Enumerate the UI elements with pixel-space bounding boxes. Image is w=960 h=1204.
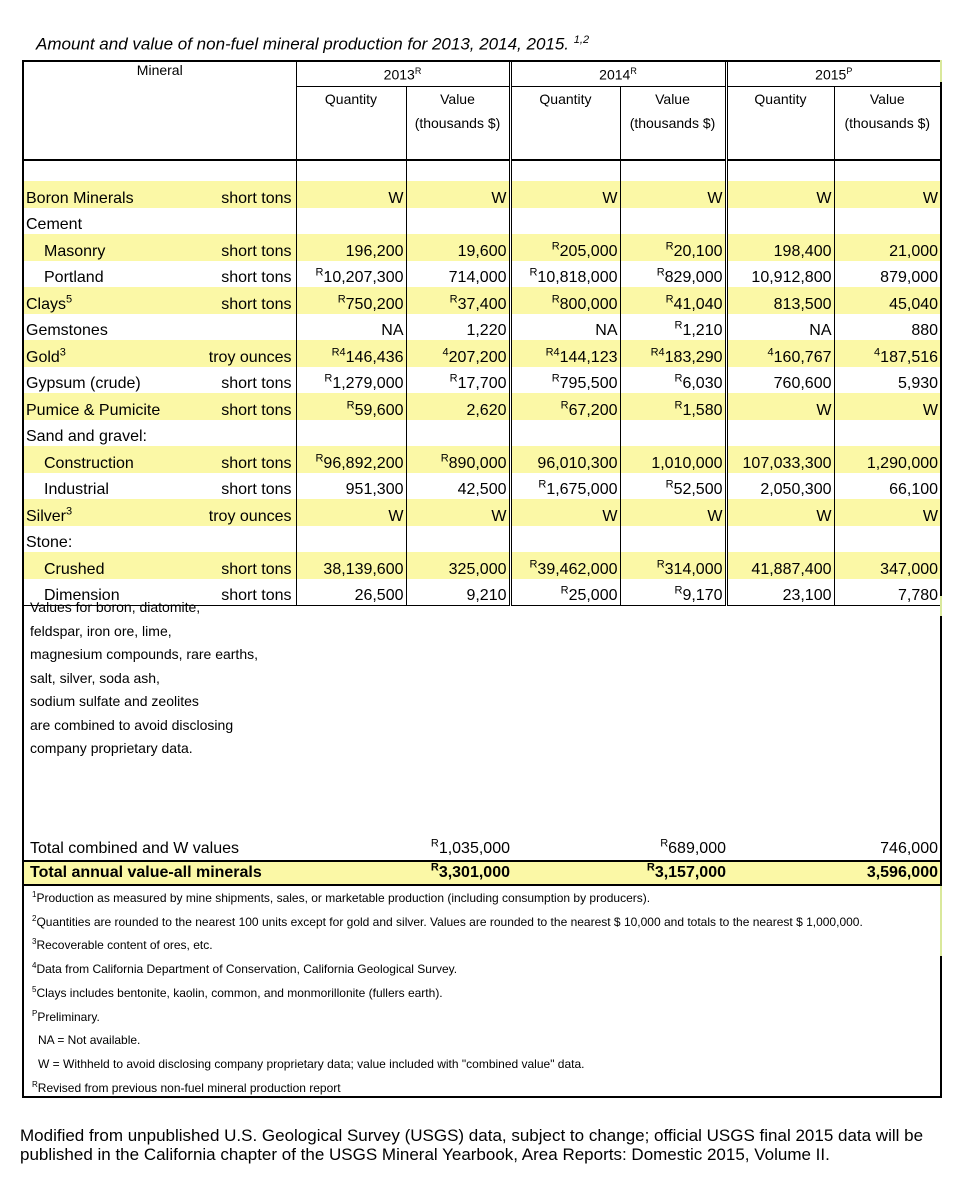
quantity-cell: $^R$800,000 — [510, 287, 620, 314]
unit-label: troy ounces — [208, 507, 292, 525]
value-cell — [406, 208, 510, 235]
quantity-cell: NA — [726, 314, 834, 341]
unit-label: short tons — [221, 269, 292, 286]
quantity-cell: NA — [296, 314, 406, 341]
value-cell: W — [620, 181, 726, 208]
table-row — [24, 420, 940, 447]
unit-label: short tons — [221, 189, 292, 207]
total-combined-2014: $^R$689,000 — [660, 837, 726, 857]
mineral-name: Dimension short tons — [24, 579, 296, 606]
value-header: Value (thousands $) — [834, 87, 940, 161]
value-cell — [620, 208, 726, 235]
unit-label: short tons — [221, 375, 292, 392]
quantity-cell: $^R$25,000 — [510, 579, 620, 606]
value-cell — [406, 526, 510, 553]
quantity-cell: $^R$795,500 — [510, 367, 620, 394]
mineral-name: Sand and gravel: — [26, 428, 147, 445]
value-cell — [406, 420, 510, 447]
value-cell: $^R$829,000 — [620, 261, 726, 288]
total-combined-label: Total combined and W values — [30, 840, 239, 857]
edge-mark — [940, 596, 942, 616]
value-cell: $^R$1,210 — [620, 314, 726, 341]
quantity-cell: 813,500 — [726, 287, 834, 314]
mineral-name: Cement — [26, 216, 83, 233]
value-cell: 880 — [834, 314, 940, 341]
value-cell: W — [620, 499, 726, 526]
note-line: sodium sulfate and zeolites — [30, 693, 199, 709]
table-row — [24, 473, 940, 500]
quantity-cell: $^R$59,600 — [296, 393, 406, 420]
table-row — [24, 393, 940, 420]
quantity-cell — [510, 420, 620, 447]
table-row — [24, 208, 940, 235]
quantity-cell: $^R$39,462,000 — [510, 552, 620, 579]
quantity-cell: 2,050,300 — [726, 473, 834, 500]
footnote: $^2$Quantities are rounded to the nearest 100 units except for gold and silver. Values are rounded to the nearest $ 10,000 and totals to the nearest $ 1,000,000. — [32, 913, 863, 929]
value-cell: 1,010,000 — [620, 446, 726, 473]
quantity-cell — [726, 208, 834, 235]
value-cell — [620, 420, 726, 447]
quantity-cell: 198,400 — [726, 234, 834, 261]
unit-label: troy ounces — [208, 348, 292, 366]
value-cell: $^R$37,400 — [406, 287, 510, 314]
value-cell: $^R$17,700 — [406, 367, 510, 394]
value-cell: W — [834, 181, 940, 208]
quantity-cell — [510, 208, 620, 235]
quantity-cell: $^R$1,279,000 — [296, 367, 406, 394]
value-cell: 42,500 — [406, 473, 510, 500]
value-cell: $^R$20,100 — [620, 234, 726, 261]
unit-label: short tons — [221, 481, 292, 498]
mineral-production-table — [24, 62, 940, 606]
value-cell: 879,000 — [834, 261, 940, 288]
value-cell: 9,210 — [406, 579, 510, 606]
quantity-cell: 26,500 — [296, 579, 406, 606]
footnote: $^5$Clays includes bentonite, kaolin, common, and monmorillonite (fullers earth). — [32, 984, 443, 1000]
quantity-cell: $^R$96,892,200 — [296, 446, 406, 473]
value-cell: 21,000 — [834, 234, 940, 261]
value-cell: 45,040 — [834, 287, 940, 314]
mineral-name: Boron Minerals short tons — [24, 181, 296, 208]
value-cell: 714,000 — [406, 261, 510, 288]
value-cell — [834, 420, 940, 447]
unit-label: short tons — [221, 242, 292, 260]
footnote: W = Withheld to avoid disclosing company proprietary data; value included with "combined value" data. — [38, 1056, 585, 1071]
quantity-cell: W — [510, 499, 620, 526]
value-header: Value (thousands $) — [406, 87, 510, 161]
table-row — [24, 552, 940, 579]
total-combined-2013: $^R$1,035,000 — [430, 837, 510, 857]
quantity-cell — [296, 526, 406, 553]
table-row — [24, 340, 940, 367]
note-line: are combined to avoid disclosing — [30, 716, 234, 733]
quantity-cell: 96,010,300 — [510, 446, 620, 473]
table-row — [24, 526, 940, 553]
unit-label: short tons — [221, 560, 292, 578]
mineral-name: Construction short tons — [24, 446, 296, 473]
value-cell: W — [834, 393, 940, 420]
quantity-cell: 38,139,600 — [296, 552, 406, 579]
value-cell: 66,100 — [834, 473, 940, 500]
quantity-cell: $^R$205,000 — [510, 234, 620, 261]
quantity-cell: W — [296, 499, 406, 526]
quantity-header: Quantity — [510, 87, 620, 161]
value-cell: 1,290,000 — [834, 446, 940, 473]
quantity-cell — [726, 526, 834, 553]
combined-values-note — [30, 596, 258, 761]
footnote: NA = Not available. — [38, 1033, 141, 1048]
total-annual-label: Total annual value-all minerals — [30, 864, 262, 881]
value-cell: W — [406, 499, 510, 526]
table-title: Amount and value of non-fuel mineral production for 2013, 2014, 2015. $^{1,2}$ — [36, 34, 590, 54]
quantity-cell: W — [726, 393, 834, 420]
quantity-cell: W — [296, 181, 406, 208]
quantity-cell — [510, 526, 620, 553]
mineral-name: Stone: — [26, 534, 73, 551]
unit-label: short tons — [221, 454, 292, 472]
table-row — [24, 367, 940, 394]
value-cell — [834, 208, 940, 235]
table-row — [24, 499, 940, 526]
unit-label: short tons — [221, 295, 292, 313]
value-cell: 19,600 — [406, 234, 510, 261]
mineral-name: Clays$^5$ short tons — [24, 287, 296, 314]
quantity-cell — [726, 420, 834, 447]
quantity-cell: $^R$67,200 — [510, 393, 620, 420]
footnote: $^1$Production as measured by mine shipments, sales, or marketable production (including consumption by producers). — [32, 890, 651, 905]
year-2013-header: $2013^R$ — [296, 62, 510, 87]
quantity-cell: W — [726, 499, 834, 526]
mineral-name: Gypsum (crude) short tons — [26, 375, 292, 392]
table-row — [24, 181, 940, 208]
footnote: $^R$Revised from previous non-fuel mineral production report — [32, 1079, 341, 1095]
quantity-header: Quantity — [726, 87, 834, 161]
quantity-cell: $^R$750,200 — [296, 287, 406, 314]
quantity-header: Quantity — [296, 87, 406, 161]
value-cell: 347,000 — [834, 552, 940, 579]
table-row — [24, 261, 940, 288]
source-note: Modified from unpublished U.S. Geological Survey (USGS) data, subject to change; official USGS final 2015 data will be published in the California chapter of the USGS Mineral Yearbook, Area Reports: Domestic 2015, Volume II. — [20, 1126, 924, 1164]
quantity-cell: 196,200 — [296, 234, 406, 261]
note-line: feldspar, iron ore, lime, — [30, 622, 172, 639]
quantity-cell: 951,300 — [296, 473, 406, 500]
footnote: $^P$Preliminary. — [32, 1008, 100, 1024]
footnote: $^4$Data from California Department of Conservation, California Geological Survey. — [32, 961, 458, 977]
quantity-cell: $^4$160,767 — [726, 340, 834, 367]
note-line: company proprietary data. — [30, 740, 193, 756]
edge-mark — [940, 886, 942, 956]
table-body — [24, 160, 940, 606]
unit-label: short tons — [221, 587, 292, 604]
value-cell: $^4$187,516 — [834, 340, 940, 367]
quantity-cell: $^{R4}$146,436 — [296, 340, 406, 367]
mineral-header: Mineral — [24, 62, 296, 160]
total-combined-2015: 746,000 — [880, 840, 938, 857]
mineral-name: Portland short tons — [44, 269, 292, 286]
value-cell: $^R$52,500 — [620, 473, 726, 500]
mineral-name: Industrial short tons — [44, 481, 292, 498]
mineral-name: Crushed short tons — [24, 552, 296, 579]
value-cell: 2,620 — [406, 393, 510, 420]
value-cell: $^R$41,040 — [620, 287, 726, 314]
table-row — [24, 314, 940, 341]
note-line: magnesium compounds, rare earths, — [30, 646, 258, 662]
mineral-name: Gold$^3$ troy ounces — [24, 340, 296, 367]
value-cell: W — [406, 181, 510, 208]
mineral-name: Pumice & Pumicite short tons — [24, 393, 296, 420]
note-line: Values for boron, diatomite, — [30, 599, 201, 615]
value-cell: $^R$9,170 — [620, 579, 726, 606]
value-cell: 5,930 — [834, 367, 940, 394]
quantity-cell: 107,033,300 — [726, 446, 834, 473]
value-cell: 7,780 — [834, 579, 940, 606]
note-line: salt, silver, soda ash, — [30, 669, 160, 686]
value-cell: 1,220 — [406, 314, 510, 341]
quantity-cell: W — [510, 181, 620, 208]
value-cell: $^R$314,000 — [620, 552, 726, 579]
quantity-cell: 10,912,800 — [726, 261, 834, 288]
table-row — [24, 446, 940, 473]
value-cell — [620, 526, 726, 553]
table-row — [24, 287, 940, 314]
quantity-cell — [296, 208, 406, 235]
value-header: Value (thousands $) — [620, 87, 726, 161]
mineral-name: Masonry short tons — [24, 234, 296, 261]
total-annual-2015: 3,596,000 — [866, 864, 938, 881]
quantity-cell: 41,887,400 — [726, 552, 834, 579]
unit-label: short tons — [221, 401, 292, 419]
edge-mark — [940, 60, 942, 82]
value-cell: W — [834, 499, 940, 526]
value-cell: $^R$890,000 — [406, 446, 510, 473]
year-2015-header: $2015^P$ — [726, 62, 940, 87]
value-cell: 325,000 — [406, 552, 510, 579]
value-cell: $^{R4}$183,290 — [620, 340, 726, 367]
value-cell — [834, 526, 940, 553]
total-annual-2013: $^R$3,301,000 — [430, 861, 510, 881]
quantity-cell: 23,100 — [726, 579, 834, 606]
mineral-name: Gemstones — [26, 322, 108, 339]
quantity-cell: $^R$10,207,300 — [296, 261, 406, 288]
value-cell: $^R$6,030 — [620, 367, 726, 394]
quantity-cell: $^R$1,675,000 — [510, 473, 620, 500]
quantity-cell: 760,600 — [726, 367, 834, 394]
value-cell: $^4$207,200 — [406, 340, 510, 367]
table-row — [24, 234, 940, 261]
total-annual-2014: $^R$3,157,000 — [646, 861, 726, 881]
quantity-cell: NA — [510, 314, 620, 341]
quantity-cell: $^{R4}$144,123 — [510, 340, 620, 367]
quantity-cell: $^R$10,818,000 — [510, 261, 620, 288]
year-2014-header: $2014^R$ — [510, 62, 726, 87]
total-annual-row — [24, 860, 940, 886]
total-combined-row — [24, 836, 940, 860]
mineral-name: Silver$^3$ troy ounces — [24, 499, 296, 526]
footnote: $^3$Recoverable content of ores, etc. — [32, 937, 213, 953]
quantity-cell — [296, 420, 406, 447]
value-cell: $^R$1,580 — [620, 393, 726, 420]
quantity-cell: W — [726, 181, 834, 208]
